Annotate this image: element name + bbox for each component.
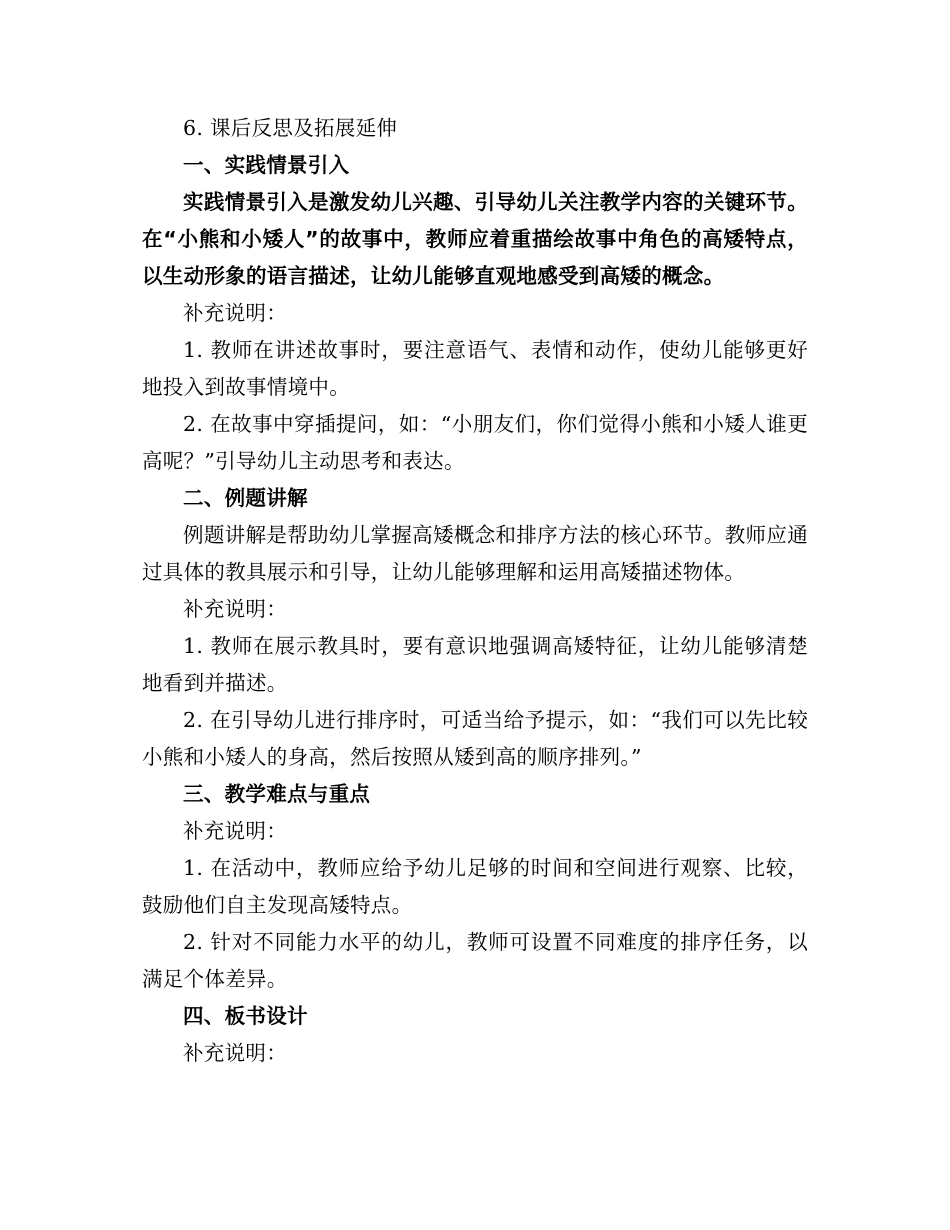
paragraph: 2. 针对不同能力水平的幼儿，教师可设置不同难度的排序任务，以满足个体差异。 <box>142 930 808 991</box>
bold-paragraph: 实践情景引入是激发幼儿兴趣、引导幼儿关注教学内容的关键环节。在“小熊和小矮人”的故事中，教师应着重描绘故事中角色的高矮特点，以生动形象的语言描述，让幼儿能够直观地感受到高矮的概念。 <box>142 190 808 288</box>
document-body <box>142 110 808 1072</box>
list-item: 6. 课后反思及拓展延伸 <box>183 116 398 140</box>
section-heading: 二、例题讲解 <box>183 486 308 510</box>
paragraph: 1. 教师在讲述故事时，要注意语气、表情和动作，使幼儿能够更好地投入到故事情境中。 <box>142 338 808 399</box>
paragraph: 2. 在引导幼儿进行排序时，可适当给予提示，如：“我们可以先比较小熊和小矮人的身高，然后按照从矮到高的顺序排列。” <box>142 708 808 769</box>
paragraph: 2. 在故事中穿插提问，如：“小朋友们，你们觉得小熊和小矮人谁更高呢？”引导幼儿主动思考和表达。 <box>142 412 808 473</box>
section-heading: 一、实践情景引入 <box>183 153 350 177</box>
paragraph: 补充说明： <box>183 597 287 621</box>
section-heading: 三、教学难点与重点 <box>183 782 371 806</box>
paragraph: 补充说明： <box>183 819 287 843</box>
paragraph: 补充说明： <box>183 1041 287 1065</box>
section-heading: 四、板书设计 <box>183 1004 308 1028</box>
paragraph: 例题讲解是帮助幼儿掌握高矮概念和排序方法的核心环节。教师应通过具体的教具展示和引导，让幼儿能够理解和运用高矮描述物体。 <box>142 523 808 584</box>
paragraph: 1. 教师在展示教具时，要有意识地强调高矮特征，让幼儿能够清楚地看到并描述。 <box>142 634 808 695</box>
paragraph: 补充说明： <box>183 301 287 325</box>
paragraph: 1. 在活动中，教师应给予幼儿足够的时间和空间进行观察、比较，鼓励他们自主发现高矮特点。 <box>142 856 808 917</box>
